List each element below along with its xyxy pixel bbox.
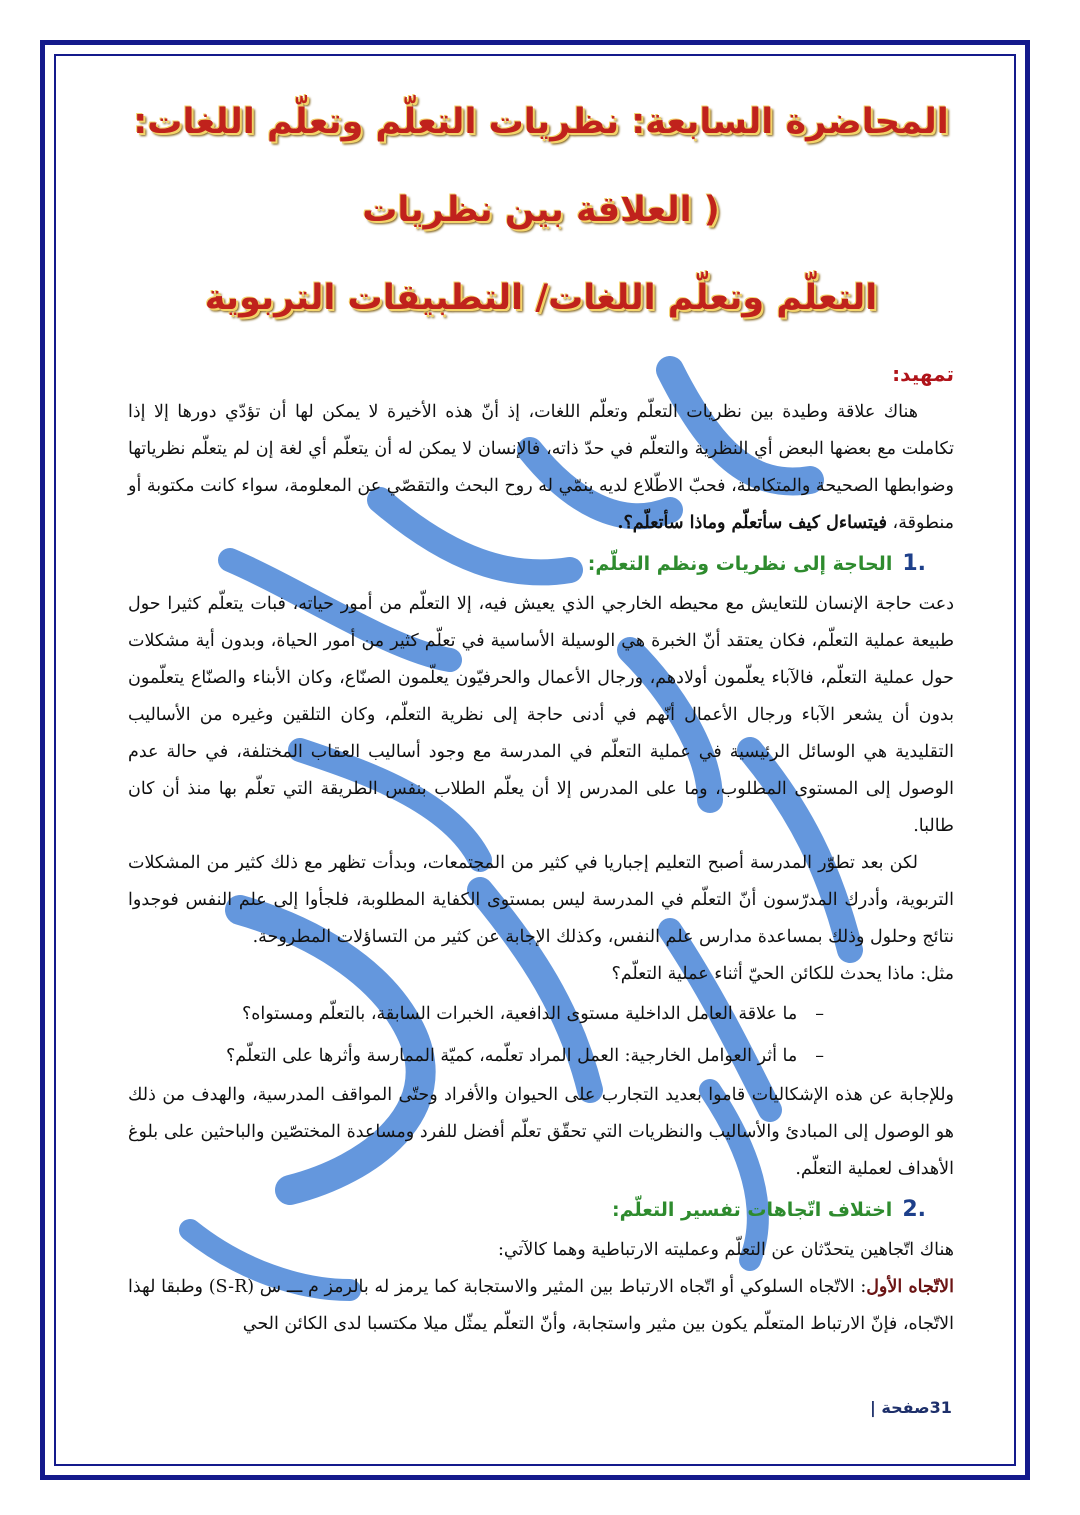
- section-1-paragraph-3: مثل: ماذا يحدث للكائن الحيّ أثناء عملية التعلّم؟: [611, 964, 954, 984]
- section-1-title: الحاجة إلى نظريات ونظم التعلّم:: [587, 553, 893, 575]
- lecture-title-line-2: التعلّم وتعلّم اللغات/ التطبيقات التربوية: [204, 278, 878, 318]
- section-1-paragraph-4: وللإجابة عن هذه الإشكاليات قاموا بعديد التجارب على الحيوان والأفراد وحتّى المواقف المدرسية، والهدف من ذلك هو الوصول إلى المبادئ والأساليب والنظريات التي تحقّق تعلّم أفضل للفرد ومساعدة المختصّين والباحثين على بلوغ الأهداف لعملية التعلّم.: [128, 1085, 954, 1179]
- dash-marker: –: [815, 1046, 824, 1066]
- section-2-heading: [128, 1190, 926, 1230]
- section-2-number: .2: [902, 1197, 926, 1222]
- section-1-number: .1: [902, 551, 926, 576]
- first-approach-term: الاتّجاه الأول: [866, 1277, 954, 1297]
- list-item-text: ما أثر العوامل الخارجية: العمل المراد تعلّمه، كميّة الممارسة وأثرها على التعلّم؟: [226, 1046, 798, 1066]
- section-1-paragraph-2: لكن بعد تطوّر المدرسة أصبح التعليم إجباريا في كثير من المجتمعات، وبدأت تظهر مع ذلك كثير من المشكلات التربوية، وأدرك المدرّسون أنّ التعلّم في المدرسة ليس بمستوى الكفاية المطلوبة، فلجأوا إلى علم النفس فوجدوا نتائج وحلول وذلك بمساعدة مدارس علم النفس، وكذلك الإجابة عن كثير من التساؤلات المطروحة.: [128, 853, 954, 947]
- lecture-title-line-1: المحاضرة السابعة: نظريات التعلّم وتعلّم اللغات: ( العلاقة بين نظريات: [133, 102, 949, 230]
- section-2-paragraph-1: هناك اتّجاهين يتحدّثان عن التعلّم وعمليته الارتباطية وهما كالآتي:: [497, 1240, 954, 1260]
- section-2-paragraph-2: [128, 1269, 954, 1343]
- intro-paragraph: [128, 394, 954, 542]
- page-number: 31: [929, 1398, 952, 1417]
- page-footer: [870, 1398, 952, 1417]
- lecture-title: [128, 78, 954, 342]
- section-1-list: [128, 993, 954, 1077]
- first-approach-text: : الاتّجاه السلوكي أو اتّجاه الارتباط بين المثير والاستجابة كما يرمز له بالرمز م ـــ س (S-R) وطبقا لهذا الاتّجاه، فإنّ الارتباط المتعلّم يكون بين مثير واستجابة، وأنّ التعلّم يمثّل ميلا مكتسبا لدى الكائن الحي: [128, 1277, 954, 1334]
- intro-text: هناك علاقة وطيدة بين نظريات التعلّم وتعلّم اللغات، إذ أنّ هذه الأخيرة لا يمكن لها أن تؤدّي دورها إلا إذا تكاملت مع بعضها البعض أي النظرية والتعلّم في حدّ ذاته، فالإنسان لا يمكن له أن يتعلّم أي لغة إن لم يتعلّم نظرياتها وضوابطها الصحيحة والمتكاملة، فحبّ الاطّلاع لديه ينمّي له روح البحث والتقصّي عن المعلومة، سواء كانت مكتوبة أو منطوقة،: [128, 402, 954, 533]
- dash-marker: –: [815, 1004, 824, 1024]
- list-item: [128, 993, 824, 1035]
- section-2-title: اختلاف اتّجاهات تفسير التعلّم:: [612, 1199, 893, 1221]
- page-content: [128, 78, 954, 1343]
- section-1-paragraph-1: دعت حاجة الإنسان للتعايش مع محيطه الخارجي الذي يعيش فيه، إلا التعلّم من أمور حياته، فبات يتعلّم كثيرا حول طبيعة عملية التعلّم، فكان يعتقد أنّ الخبرة هي الوسيلة الأساسية في تعلّم كثير من أمور الحياة، وبدون أية مشكلات حول عملية التعلّم، فالآباء يعلّمون أولادهم، ورجال الأعمال والحرفيّون يعلّمون الصنّاع، وكان الأبناء والصنّاع يتعلّمون بدون أن يشعر الآباء ورجال الأعمال أنّهم في أدنى حاجة إلى نظرية التعلّم، وكان التلقين وغيره من الأساليب التقليدية هي الوسائل الرئيسية في عملية التعلّم في المدرسة مع وجود أساليب العقاب المختلفة، في حالة عدم الوصول إلى المستوى المطلوب، وما على المدرس إلا أن يعلّم الطلاب بنفس الطريقة التي تعلّم بها منذ أن كان طالبا.: [128, 594, 954, 836]
- page-word: صفحة: [881, 1398, 930, 1417]
- intro-bold-question: فيتساءل كيف سأتعلّم وماذا سأتعلّم؟.: [617, 513, 887, 533]
- list-item: [128, 1035, 824, 1077]
- intro-heading: تمهيد:: [892, 362, 954, 386]
- section-1-heading: [128, 544, 926, 584]
- footer-separator: |: [870, 1398, 876, 1417]
- list-item-text: ما علاقة العامل الداخلية مستوى الدافعية، الخبرات السابقة، بالتعلّم ومستواه؟: [241, 1004, 798, 1024]
